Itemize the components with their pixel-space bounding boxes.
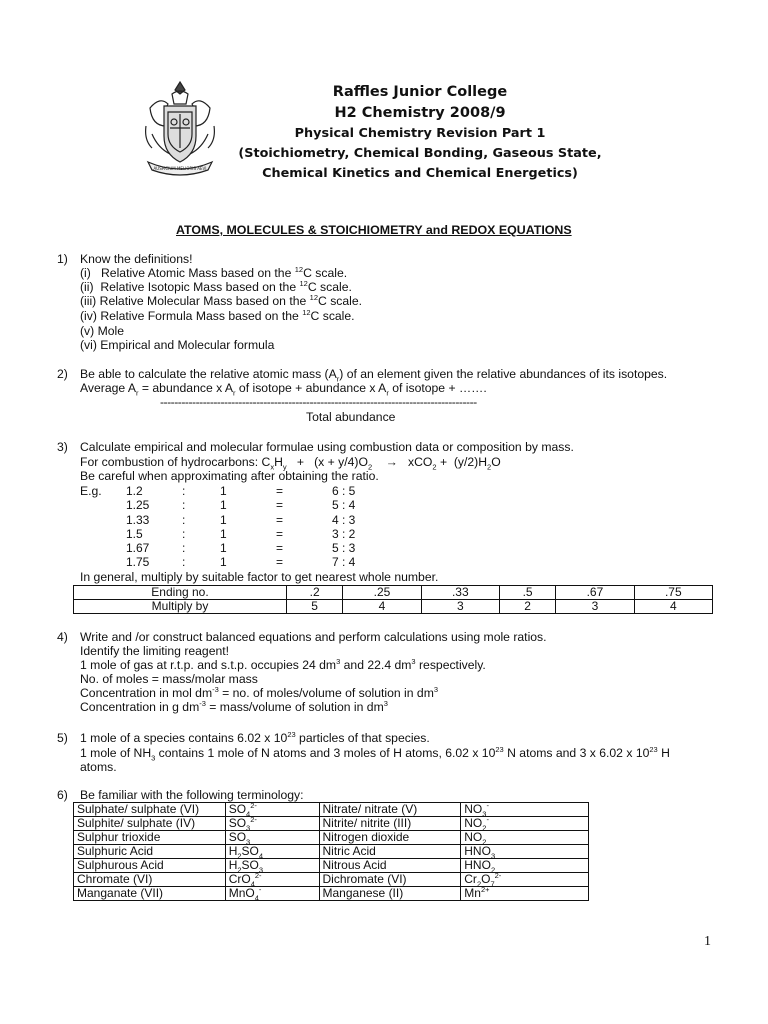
topics-line-2: Chemical Kinetics and Chemical Energetics) [262,166,578,181]
q1-item-3: (iii) Relative Molecular Mass based on the $^{12}$C scale. [80,292,363,308]
q5-line-1: 1 mole of a species contains 6.02 x $10^{23}$ particles of that species. [80,729,430,745]
svg-text:AUSPICIUM MELIORIS AEVI: AUSPICIUM MELIORIS AEVI [153,166,207,171]
table-row: Multiply by 5 4 3 2 3 4 [74,600,713,614]
q5-line-3: atoms. [80,760,117,774]
page-number: 1 [704,934,711,949]
q2-line-1: Be able to calculate the relative atomic mass $(A_r)$ of an element given the relative abundances of its isotopes. [80,367,668,384]
table-row: Sulphuric Acid $H_2SO_4$ Nitric Acid $HNO_3$ [74,845,589,859]
topics-line-1: (Stoichiometry, Chemical Bonding, Gaseous State, [238,146,602,161]
q3-eg-label: E.g. [80,484,102,498]
ratio-row: 1.67 : 1 = 5 : 3 [126,541,356,556]
q4-line-3: 1 mole of gas at r.t.p. and s.t.p. occupies 24 $dm^3$ and 22.4 $dm^3$ respectively. [80,656,486,672]
q3-line-1: Calculate empirical and molecular formulae using combustion data or composition by mass. [80,440,574,454]
course-title: H2 Chemistry 2008/9 [334,105,506,121]
section-title: ATOMS, MOLECULES & STOICHIOMETRY and REDOX EQUATIONS [176,223,572,237]
table-row: Chromate (VI) CrO$_4^{2-}$ Dichromate (VI) $Cr_2O_7^{2-}$ [74,873,589,887]
q3-number: 3) [57,440,68,454]
q4-line-5: Concentration in mol $dm^{-3}$ = no. of moles/volume of solution in $dm^3$ [80,684,439,700]
q1-number: 1) [57,252,68,266]
q1-item-2: (ii) Relative Isotopic Mass based on the $^{12}$C scale. [80,278,352,294]
q3-combustion-equation: For combustion of hydrocarbons: $C_xH_y + (x + y/4)O_2$ → $xCO_2 + (y/2)H_2O$ [80,455,501,472]
table-row: Ending no. .2 .25 .33 .5 .67 .75 [74,586,713,600]
ratio-row: 1.75 : 1 = 7 : 4 [126,555,356,570]
ratio-examples [126,484,382,570]
college-name: Raffles Junior College [332,84,508,100]
q4-number: 4) [57,630,68,644]
revision-title: Physical Chemistry Revision Part 1 [294,126,546,141]
q4-line-6: Concentration in g $dm^{-3}$ = mass/volume of solution in $dm^3$ [80,698,388,714]
q3-general-rule: In general, multiply by suitable factor to get nearest whole number. [80,570,439,584]
q2-fraction-bar: ----------------------------------------------------------------------------------------- [160,395,477,409]
ratio-row: 1.2 : 1 = 6 : 5 [126,484,356,498]
q1-item-6: (vi) Empirical and Molecular formula [80,338,275,352]
q6-line-1: Be familiar with the following terminology: [80,788,304,802]
q1-item-1: (i) Relative Atomic Mass based on the $^{12}$C scale. [80,264,348,280]
q1-item-4: (iv) Relative Formula Mass based on the $^{12}$C scale. [80,307,355,323]
q4-line-2: Identify the limiting reagent! [80,644,230,658]
q1-intro: Know the definitions! [80,252,193,266]
q5-number: 5) [57,731,68,745]
ratio-row: 1.5 : 1 = 3 : 2 [126,526,356,541]
q4-line-4: No. of moles = mass/molar mass [80,672,258,686]
q4-line-1: Write and /or construct balanced equations and perform calculations using mole ratios. [80,630,547,644]
q2-number: 2) [57,367,68,381]
table-row: Sulphite/ sulphate (IV) $SO_3^{2-}$ Nitrite/ nitrite (III) $NO_2^-$ [74,817,589,831]
q6-number: 6) [57,788,68,802]
q3-line-3: Be careful when approximating after obtaining the ratio. [80,469,379,483]
q1-item-5: (v) Mole [80,324,125,338]
terminology-table [73,802,589,901]
q5-line-2: 1 mole of $NH_3$ contains 1 mole of N atoms and 3 moles of H atoms, 6.02 x $10^{23}$ N atoms and 3 x 6.02 x $10^{23}$ H [80,744,670,763]
table-row: Manganate (VII) MnO$_4$- Manganese (II) $Mn^{2+}$ [74,887,589,901]
multiply-factor-table [73,585,713,614]
college-crest-logo [142,78,218,182]
table-row: Sulphurous Acid $H_2SO_3$ Nitrous Acid $HNO_2$ [74,859,589,873]
q2-denominator: Total abundance [306,410,396,424]
q2-line-2: Average $A_r$ = abundance x $A_r$ of isotope + abundance x $A_r$ of isotope + ……. [80,381,487,398]
table-row: Sulphate/ sulphate (VI) $SO_4^{2-}$ Nitrate/ nitrate (V) $NO_3^-$ [74,803,589,817]
ratio-row: 1.33 : 1 = 4 : 3 [126,512,356,527]
ratio-row: 1.25 : 1 = 5 : 4 [126,498,356,513]
table-row: Sulphur trioxide $SO_3$ Nitrogen dioxide $NO_2$ [74,831,589,845]
